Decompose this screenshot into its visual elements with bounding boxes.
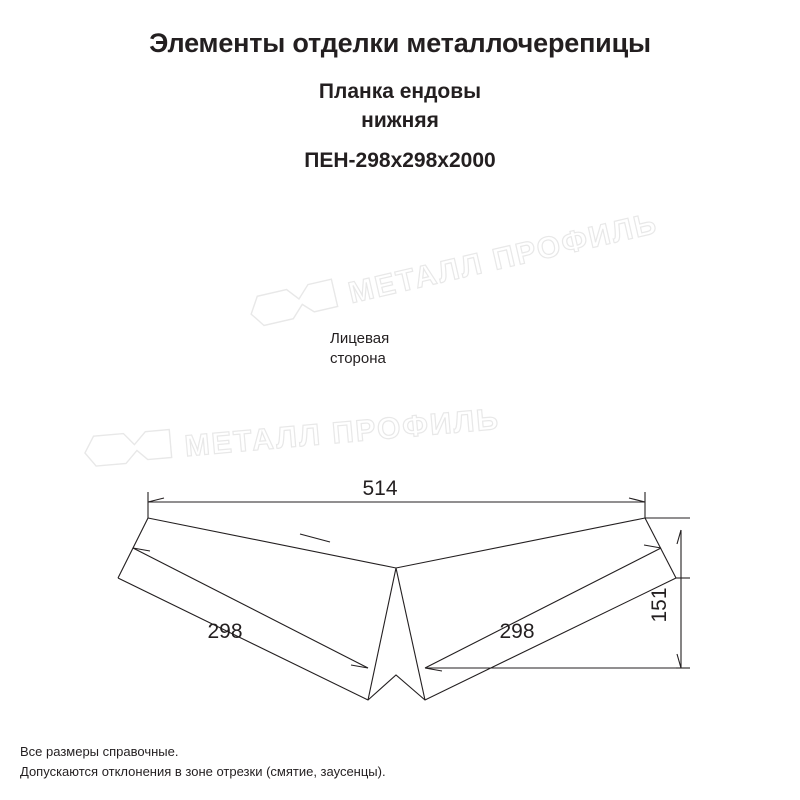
dim-top-arrow-left [148, 498, 164, 502]
dim-left-line [133, 548, 368, 668]
dim-right-arrow-b [644, 545, 661, 548]
dim-right-line [425, 548, 661, 668]
watermark-text: МЕТАЛЛ ПРОФИЛЬ [345, 206, 661, 311]
dim-top-arrow-right [629, 498, 645, 502]
profile-center-left-fold [368, 568, 396, 700]
face-label-leader [300, 534, 330, 542]
technical-drawing [0, 200, 800, 643]
product-name-line1: Планка ендовы [318, 80, 482, 103]
page-title: Элементы отделки металлочерепицы [149, 28, 651, 58]
footer-note-1: Все размеры справочные. [20, 744, 179, 759]
footer-notes [20, 742, 780, 782]
watermark-text: МЕТАЛЛ ПРОФИЛЬ [183, 402, 502, 464]
title-block [0, 26, 800, 174]
footer-note-2: Допускаются отклонения в зоне отрезки (смятие, заусенцы). [20, 764, 386, 779]
dimension-left-label: 298 [207, 620, 243, 643]
product-name-line2: нижняя [361, 109, 439, 132]
face-label-line2: сторона [330, 350, 386, 367]
dimension-top-label: 514 [362, 477, 398, 500]
dimension-height-label: 151 [648, 587, 671, 623]
profile-bottom-edge [118, 578, 676, 700]
profile-top-edge [148, 518, 645, 568]
product-code: ПЕН-298х298х2000 [304, 149, 496, 172]
dim-height-arrow-bottom [677, 654, 681, 668]
dim-height-arrow-top [677, 530, 681, 544]
profile-center-right-fold [396, 568, 425, 700]
dimension-right-label: 298 [499, 620, 535, 643]
face-label-line1: Лицевая [330, 330, 390, 347]
